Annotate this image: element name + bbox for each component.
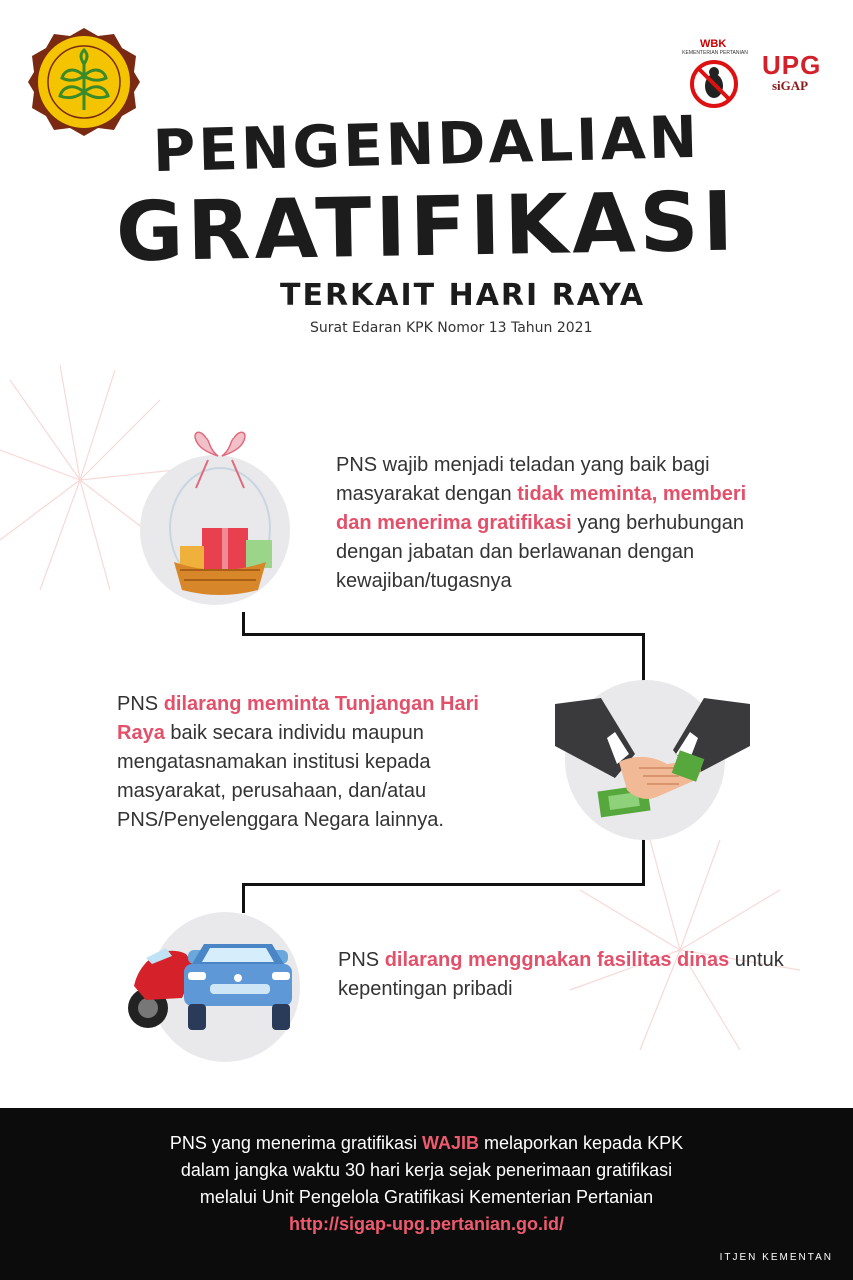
footer-url-link[interactable]: http://sigap-upg.pertanian.go.id/ xyxy=(289,1214,564,1234)
sigap-label: siGAP xyxy=(772,78,809,93)
subtitle: Surat Edaran KPK Nomor 13 Tahun 2021 xyxy=(310,320,593,336)
item-3-text xyxy=(338,946,798,1004)
item-1-text-before: PNS wajib menjadi teladan yang baik bagi masyarakat dengan xyxy=(336,454,710,505)
handshake-money-icon xyxy=(555,698,750,823)
title-line-1: PENGENDALIAN xyxy=(151,102,702,186)
connector-line xyxy=(642,633,645,685)
connector-line xyxy=(242,883,245,913)
item-3-highlight: dilarang menggnakan fasilitas dinas xyxy=(384,949,730,971)
wbk-label: WBK xyxy=(700,38,727,50)
item-3-text-after: untuk kepentingan pribadi xyxy=(338,949,784,1000)
item-1-text xyxy=(336,451,756,596)
car-motorcycle-icon xyxy=(126,938,296,1034)
item-3-text-before: PNS xyxy=(338,949,385,971)
footer-line-2: dalam jangka waktu 30 hari kerja sejak penerimaan gratifikasi xyxy=(180,1160,673,1180)
connector-line xyxy=(242,883,645,886)
footer-credit: ITJEN KEMENTAN xyxy=(719,1252,833,1263)
footer-line-1-after: melaporkan kepada KPK xyxy=(478,1133,684,1153)
title-line-3: TERKAIT HARI RAYA xyxy=(280,278,646,313)
footer-text xyxy=(0,1130,853,1238)
item-1-text-after: yang berhubungan dengan jabatan dan berlawanan dengan kewajiban/tugasnya xyxy=(336,512,745,592)
title-line-2: GRATIFIKASI xyxy=(115,174,738,281)
footer-wajib: WAJIB xyxy=(421,1133,479,1153)
item-2-text-before: PNS xyxy=(117,693,164,715)
upg-logo xyxy=(758,50,842,100)
wbk-sublabel: KEMENTERIAN PERTANIAN xyxy=(682,50,748,56)
item-2-text xyxy=(117,690,527,835)
item-2-text-after: baik secara individu maupun mengatasnamakan institusi kepada masyarakat, perusahaan, dan/atau PNS/Penyelenggara Negara lainnya. xyxy=(117,722,444,831)
item-2-highlight: dilarang meminta Tunjangan Hari Raya xyxy=(117,693,479,744)
footer-line-1 xyxy=(0,1130,853,1157)
connector-line xyxy=(642,838,645,886)
footer-line-3: melalui Unit Pengelola Gratifikasi Kementerian Pertanian xyxy=(199,1187,654,1207)
item-1-highlight: tidak meminta, memberi dan menerima gratifikasi xyxy=(336,483,747,534)
gift-basket-icon xyxy=(160,428,280,600)
connector-line xyxy=(242,633,645,636)
footer-line-1-before: PNS yang menerima gratifikasi xyxy=(169,1133,422,1153)
upg-label: UPG xyxy=(762,50,822,80)
